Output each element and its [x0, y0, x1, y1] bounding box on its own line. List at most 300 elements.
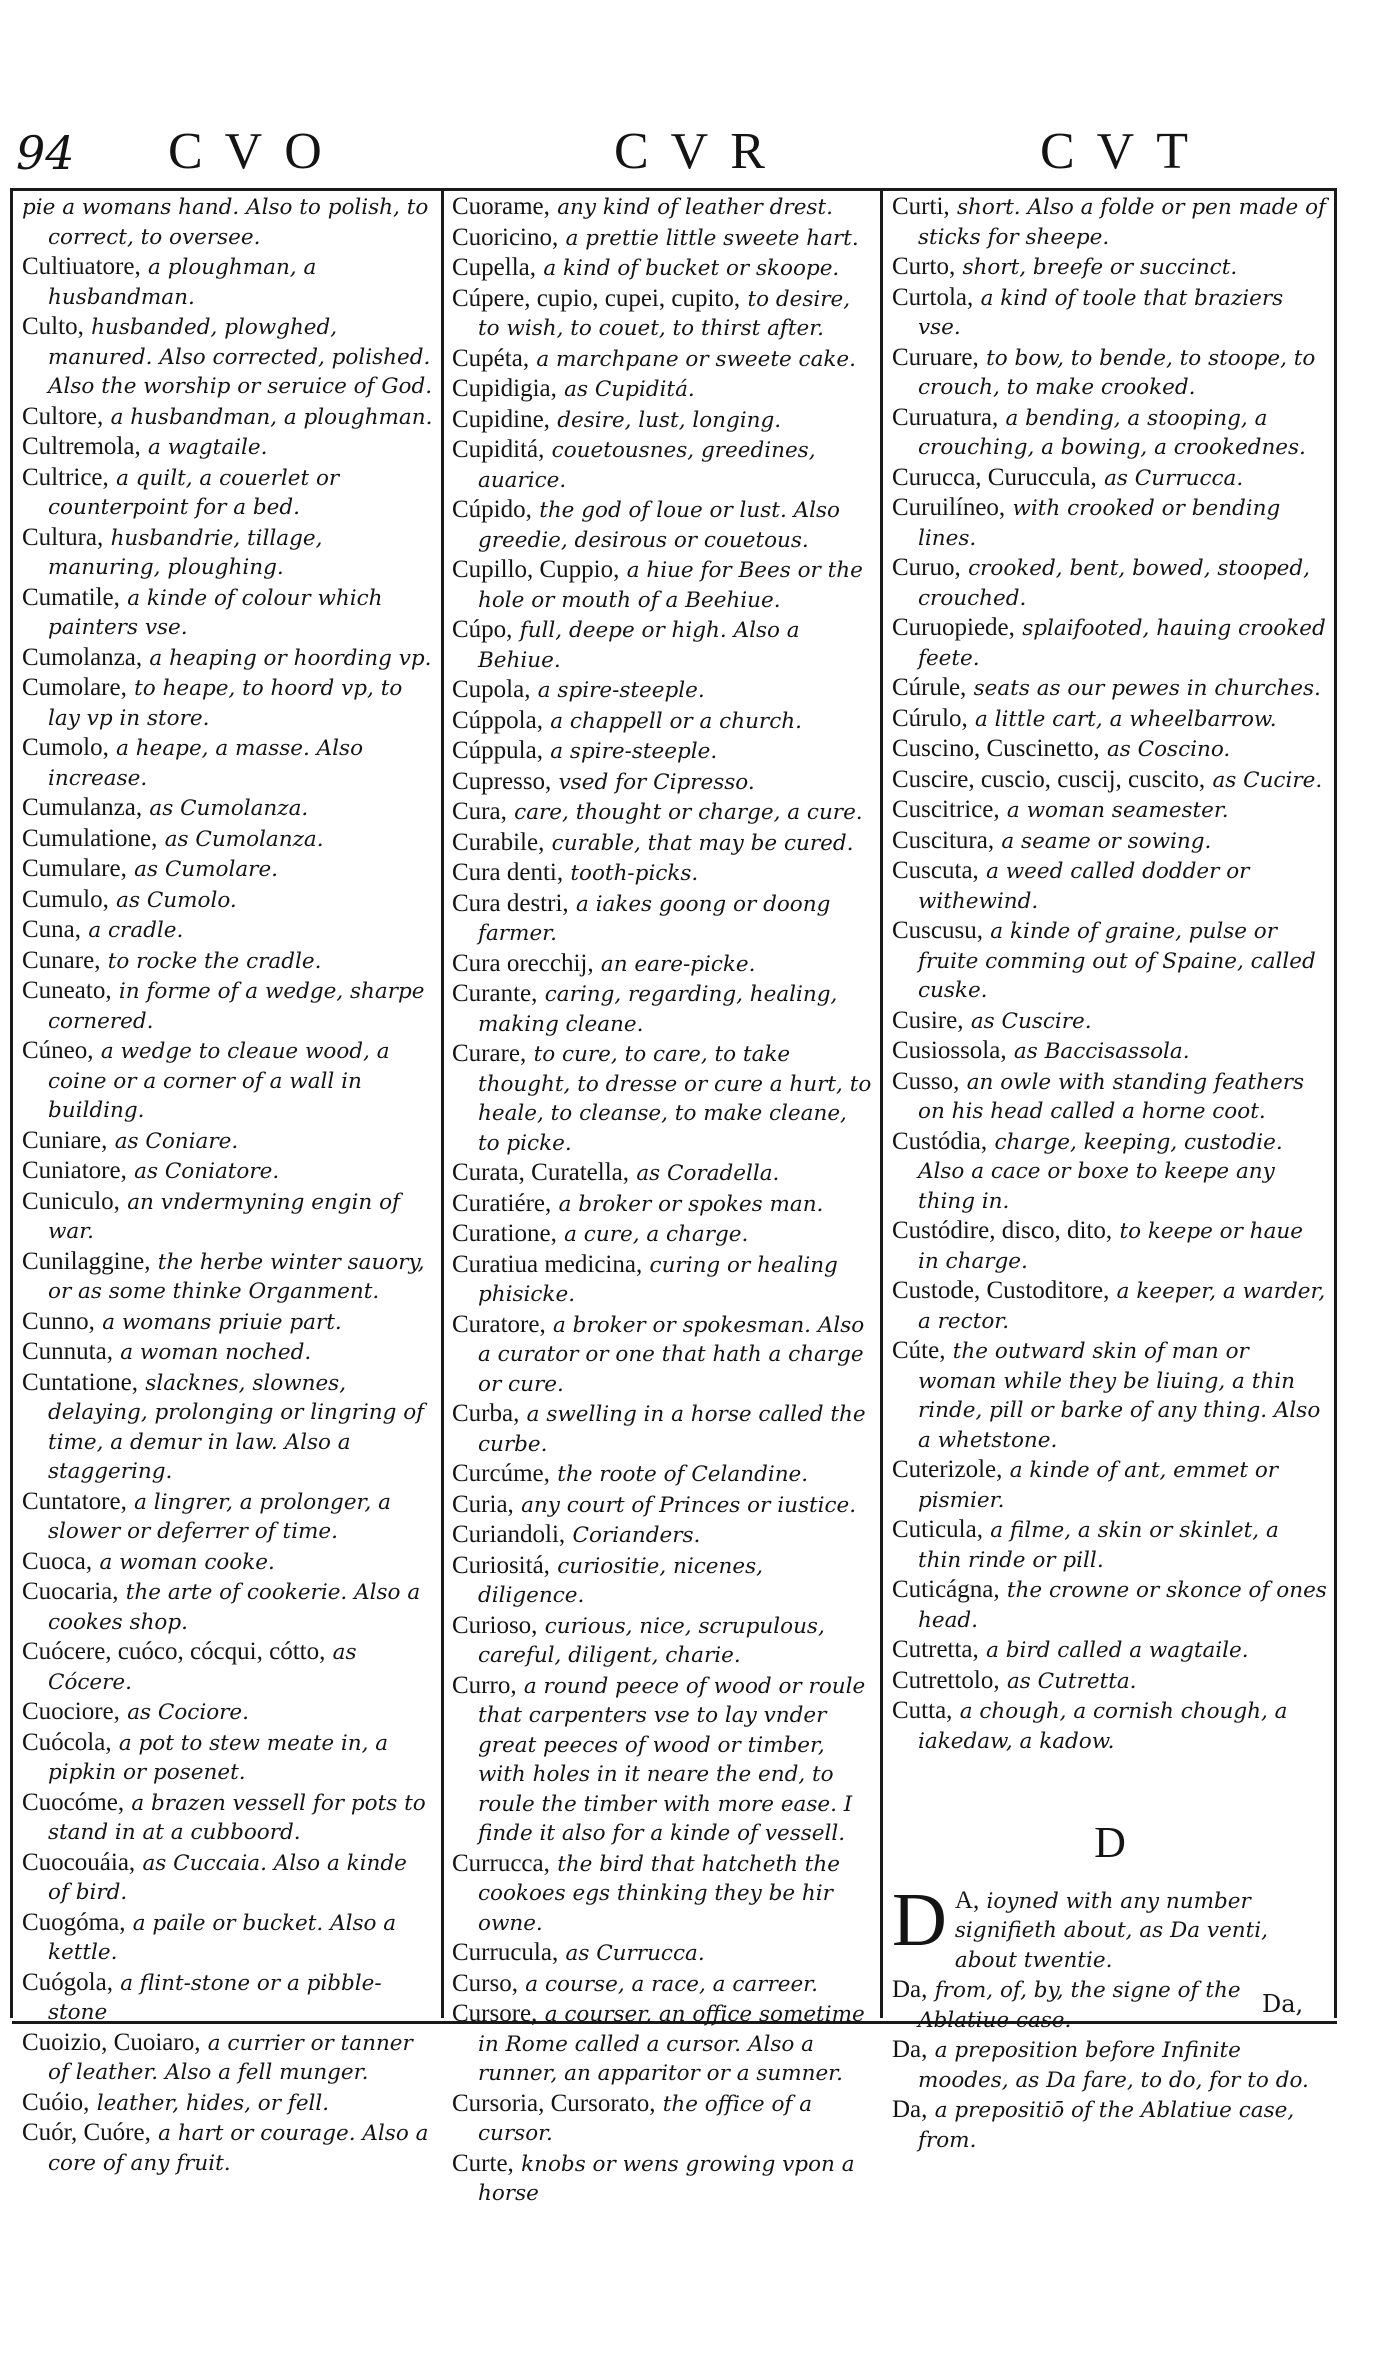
dictionary-entry [22, 885, 434, 916]
headword: Cuógola, [22, 1968, 113, 1996]
dictionary-entry [22, 1637, 434, 1697]
headword: Cuterizole, [892, 1456, 1003, 1483]
definition: desire, lust, longing. [557, 407, 782, 433]
headword: Cúrule, [892, 674, 967, 701]
definition: a marchpane or sweete cake. [536, 346, 856, 372]
dictionary-entry [452, 344, 872, 375]
definition: an owle with standing feathers on his head called a horne coot. [918, 1069, 1305, 1124]
dictionary-entry [22, 1337, 434, 1368]
headword: Cúppula, [452, 737, 543, 764]
definition: ioyned with any number signifieth about, as Da venti, about twentie. [954, 1888, 1268, 1973]
headword: Cúppola, [452, 706, 543, 734]
headword: Custódire, disco, dito, [892, 1217, 1113, 1244]
dictionary-entry [892, 2095, 1328, 2155]
headword: Cuscusu, [892, 917, 983, 944]
definition: a wedge to cleaue wood, a coine or a corner of a wall in building. [48, 1039, 390, 1123]
dictionary-entry [892, 493, 1328, 553]
headword: Cuogóma, [22, 1908, 126, 1936]
definition: a kind of bucket or skoope. [543, 256, 840, 281]
drop-cap: D [892, 1877, 947, 1962]
dictionary-entry [22, 1697, 434, 1728]
dictionary-entry [22, 2118, 434, 2178]
column-2 [452, 192, 872, 2209]
dictionary-entry [892, 1067, 1328, 1127]
definition: caring, regarding, healing, making cleane. [478, 982, 838, 1037]
column-rule-1 [441, 188, 444, 2018]
definition: care, thought or charge, a cure. [514, 800, 863, 825]
column-rule-2 [880, 188, 883, 2018]
headword: Cura, [452, 798, 507, 825]
dictionary-entry [452, 797, 872, 828]
dictionary-entry [892, 283, 1328, 343]
headword: Curuare, [892, 343, 979, 371]
headword: Cuóio, [22, 2088, 90, 2116]
definition: as Cupiditá. [564, 377, 695, 402]
dictionary-entry [22, 1788, 434, 1848]
column-rule-outer-left [10, 188, 13, 2018]
dictionary-entry [22, 915, 434, 946]
definition: to keepe or haue in charge. [918, 1219, 1303, 1274]
dictionary-entry [452, 736, 872, 767]
dictionary-entry [22, 1307, 434, 1338]
headword: Cultura, [22, 523, 104, 551]
dictionary-entry [22, 1577, 434, 1637]
page-number: 94 [16, 126, 75, 180]
dictionary-entry [22, 793, 434, 824]
headword: Cúpido, [452, 496, 532, 523]
dictionary-entry [892, 613, 1328, 673]
dictionary-entry [892, 1515, 1328, 1575]
headword: Cunilaggine, [22, 1247, 151, 1275]
headword: Cusire, [892, 1006, 964, 1034]
dictionary-entry [452, 253, 872, 284]
dictionary-entry [892, 1575, 1328, 1635]
dictionary-entry [22, 192, 434, 252]
definition: to bow, to bende, to stoope, to crouch, to make crooked. [918, 345, 1316, 400]
headword: Cuór, Cuóre, [22, 2119, 151, 2146]
definition: a courser, an office sometime in Rome called a cursor. Also a runner, an apparitor or a sumner. [478, 2002, 865, 2086]
definition: a cure, a charge. [564, 1222, 749, 1247]
definition: a weed called dodder or withewind. [918, 859, 1250, 914]
headword: Cuntatore, [22, 1487, 127, 1515]
dictionary-entry [22, 643, 434, 674]
dictionary-entry [892, 192, 1328, 252]
dictionary-entry [892, 553, 1328, 613]
headword: Cupresso, [452, 767, 552, 795]
dictionary-entry [452, 1250, 872, 1310]
headword: Cursoria, Cursorato, [452, 2089, 656, 2117]
dictionary-entry [22, 2088, 434, 2119]
headword: Cuorame, [452, 193, 550, 220]
definition: to rocke the cradle. [107, 948, 322, 974]
headword: Cuticula, [892, 1516, 983, 1543]
headword: Cusiossola, [892, 1037, 1007, 1064]
running-head-middle: CVR [614, 123, 787, 180]
dictionary-entry [892, 1336, 1328, 1455]
headword: Cuociore, [22, 1698, 120, 1725]
dictionary-entry [452, 1490, 872, 1521]
dictionary-entry [452, 1158, 872, 1189]
dictionary-entry [892, 1455, 1328, 1515]
headword: Cuscire, cuscio, cuscij, cuscito, [892, 765, 1206, 793]
definition: as Cociore. [127, 1700, 249, 1725]
headword: Curba, [452, 1400, 520, 1427]
definition: leather, hides, or fell. [96, 2090, 330, 2116]
headword: Cupella, [452, 254, 537, 281]
definition: an eare-picke. [600, 951, 756, 977]
headword: Cúneo, [22, 1037, 94, 1064]
dictionary-entry [452, 1671, 872, 1849]
dictionary-entry [892, 1877, 1328, 1976]
headword: Curabile, [452, 828, 545, 856]
dictionary-entry [452, 889, 872, 949]
headword: Curucca, Curuccula, [892, 463, 1097, 491]
headword: A, [954, 1886, 980, 1914]
dictionary-entry [452, 192, 872, 223]
definition: a brazen vessell for pots to stand in at a cubboord. [48, 1790, 426, 1845]
headword: Cuticágna, [892, 1576, 1000, 1603]
headword: Cuoca, [22, 1547, 93, 1575]
section-letter: D [1094, 1818, 1126, 1867]
definition: to heape, to hoord vp, to lay vp in store. [48, 676, 403, 731]
dictionary-entry [892, 463, 1328, 494]
dictionary-entry [22, 402, 434, 433]
definition: as Cuscire. [970, 1008, 1092, 1034]
definition: a round peece of wood or roule that carpenters vse to lay vnder great peeces of wood or timber, with holes in it neare the end, to roule the timber with more ease. I finde it also for a kinde of vessell. [478, 1673, 866, 1846]
definition: as Baccisassola. [1013, 1039, 1190, 1064]
running-head-right: CVT [1040, 123, 1210, 180]
dictionary-entry [892, 1216, 1328, 1276]
dictionary-entry [22, 1036, 434, 1126]
definition: as Cumolanza. [164, 826, 324, 852]
headword: Cura denti, [452, 859, 564, 886]
definition: a husbandman, a ploughman. [110, 404, 433, 430]
headword: Currucca, [452, 1849, 550, 1877]
dictionary-entry [22, 583, 434, 643]
definition: a heaping or hoording vp. [149, 645, 432, 671]
headword: Cultore, [22, 402, 104, 430]
definition: a prettie little sweete hart. [565, 225, 859, 251]
dictionary-entry [22, 976, 434, 1036]
dictionary-entry [22, 312, 434, 402]
headword: Curia, [452, 1490, 514, 1518]
definition: a heape, a masse. Also increase. [48, 736, 364, 791]
definition: a spire-steeple. [550, 739, 718, 764]
headword: Curtola, [892, 283, 974, 311]
headword: Cupillo, Cuppio, [452, 556, 620, 583]
definition: as Cumolo. [116, 887, 237, 913]
dictionary-entry [892, 1276, 1328, 1336]
headword: Cuócola, [22, 1728, 112, 1756]
definition: husbanded, plowghed, manured. Also corrected, polished. Also the worship or seruice of God. [48, 315, 433, 399]
headword: Cuntatione, [22, 1368, 138, 1396]
dictionary-entry [22, 1908, 434, 1968]
d-section-entries [892, 1877, 1328, 2156]
dictionary-entry [452, 858, 872, 889]
dictionary-entry [22, 463, 434, 523]
dictionary-entry [22, 673, 434, 733]
definition: a paile or bucket. Also a kettle. [48, 1910, 397, 1965]
dictionary-entry [22, 1968, 434, 2028]
definition: to desire, to wish, to couet, to thirst after. [478, 286, 851, 341]
headword: Culto, [22, 313, 84, 340]
dictionary-entry [892, 1635, 1328, 1666]
definition: the outward skin of man or woman while they be liuing, a thin rinde, pill or barke of any thing. Also a whetstone. [918, 1339, 1321, 1453]
dictionary-entry [892, 1666, 1328, 1697]
dictionary-entry [22, 523, 434, 583]
headword: Curuo, [892, 554, 961, 581]
definition: a bird called a wagtaile. [986, 1638, 1249, 1663]
headword: Cumulanza, [22, 794, 143, 821]
headword: Cúte, [892, 1337, 946, 1364]
definition: a wagtaile. [148, 435, 268, 460]
dictionary-entry [452, 555, 872, 615]
headword: Cuneato, [22, 977, 112, 1004]
headword: Cusso, [892, 1067, 960, 1095]
headword: Curuopiede, [892, 614, 1015, 641]
definition: as Coscino. [1106, 737, 1231, 762]
dictionary-entry [892, 765, 1328, 796]
dictionary-entry [452, 1969, 872, 2000]
dictionary-entry [892, 343, 1328, 403]
definition: the herbe winter sauory, or as some thinke Organment. [48, 1249, 425, 1304]
dictionary-entry [22, 854, 434, 885]
dictionary-entry [892, 1696, 1328, 1756]
definition: a kinde of graine, pulse or fruite comming out of Spaine, called cuske. [918, 919, 1316, 1003]
headword: Cura destri, [452, 889, 569, 917]
definition: in forme of a wedge, sharpe cornered. [48, 979, 425, 1034]
dictionary-entry [22, 1156, 434, 1187]
definition: slacknes, slownes, delaying, prolonging or lingring of time, a demur in law. Also a staggering. [48, 1370, 425, 1484]
definition: any kind of leather drest. [557, 195, 833, 220]
headword: Cunnuta, [22, 1338, 113, 1365]
headword: Cuniatore, [22, 1157, 127, 1184]
headword: Cupola, [452, 676, 531, 703]
definition: a filme, a skin or skinlet, a thin rinde or pill. [918, 1518, 1279, 1573]
headword: Curare, [452, 1040, 527, 1067]
definition: as Coradella. [636, 1161, 780, 1186]
headword: Cursore, [452, 2000, 538, 2027]
dictionary-entry [22, 1368, 434, 1487]
definition: curing or healing phisicke. [478, 1252, 838, 1307]
definition: the crowne or skonce of ones head. [918, 1578, 1327, 1633]
definition: the god of loue or lust. Also greedie, desirous or couetous. [478, 498, 840, 553]
definition: as Currucca. [1104, 465, 1244, 491]
definition: the arte of cookerie. Also a cookes shop. [48, 1580, 421, 1635]
column-1 [22, 192, 434, 2178]
headword: Cuoricino, [452, 223, 559, 251]
definition: an vndermyning engin of war. [48, 1189, 400, 1244]
headword: Cupéta, [452, 344, 530, 372]
headword: Cultiuatore, [22, 253, 141, 280]
definition: a keeper, a warder, a rector. [918, 1279, 1326, 1334]
dictionary-entry [452, 706, 872, 737]
definition: as Cumolare. [134, 857, 279, 882]
definition: as Coniatore. [134, 1159, 280, 1184]
headword: Cutretta, [892, 1636, 979, 1663]
dictionary-entry [22, 1247, 434, 1307]
headword: Cultrice, [22, 463, 109, 491]
dictionary-entry [22, 1728, 434, 1788]
definition: short, breefe or succinct. [962, 255, 1238, 280]
dictionary-entry [452, 435, 872, 495]
definition: vsed for Cipresso. [558, 769, 755, 795]
dictionary-entry [452, 1459, 872, 1490]
dictionary-entry [22, 733, 434, 793]
dictionary-entry [22, 1187, 434, 1247]
headword: Cumatile, [22, 583, 120, 611]
headword: Cultremola, [22, 433, 141, 460]
dictionary-entry [452, 767, 872, 798]
dictionary-entry [892, 403, 1328, 463]
headword: Curatore, [452, 1310, 546, 1338]
definition: charge, keeping, custodie. Also a cace or boxe to keepe any thing in. [918, 1129, 1283, 1214]
headword: Cuscitura, [892, 826, 995, 854]
headword: Cumulare, [22, 855, 127, 882]
headword: Cutrettolo, [892, 1666, 1000, 1694]
dictionary-entry [452, 1611, 872, 1671]
headword: Curiandoli, [452, 1521, 566, 1548]
dictionary-entry [22, 432, 434, 463]
headword: Cupidigia, [452, 375, 557, 402]
definition: as Cuccaia. Also a kinde of bird. [48, 1850, 407, 1905]
dictionary-entry [892, 704, 1328, 735]
definition: as Cutretta. [1006, 1668, 1137, 1694]
headword: Curata, Curatella, [452, 1159, 630, 1186]
headword: Cúpere, cupio, cupei, cupito, [452, 284, 741, 312]
definition: a kinde of colour which painters vse. [48, 585, 383, 640]
headword: Cúpo, [452, 616, 513, 643]
headword: Curcúme, [452, 1460, 550, 1487]
definition: as Cócere. [48, 1640, 357, 1695]
dictionary-entry [22, 1126, 434, 1157]
dictionary-entry [452, 495, 872, 555]
dictionary-entry [452, 1999, 872, 2089]
definition: a swelling in a horse called the curbe. [478, 1402, 866, 1457]
definition: to cure, to care, to take thought, to dresse or cure a hurt, to heale, to cleanse, to make cleane, to picke. [478, 1042, 872, 1156]
headword: Curante, [452, 980, 538, 1007]
definition: full, deepe or high. Also a Behiue. [478, 618, 800, 673]
headword: Curti, [892, 193, 950, 220]
dictionary-entry [452, 949, 872, 980]
headword: Cumolanza, [22, 643, 143, 671]
dictionary-entry [452, 675, 872, 706]
dictionary-entry [452, 1399, 872, 1459]
headword: Custode, Custoditore, [892, 1277, 1110, 1304]
definition: couetousnes, greedines, auarice. [478, 438, 816, 493]
definition: seats as our pewes in churches. [973, 676, 1321, 701]
headword: Curso, [452, 1969, 518, 1997]
dictionary-entry [892, 1127, 1328, 1217]
dictionary-entry [452, 284, 872, 344]
definition: crooked, bent, bowed, stooped, crouched. [918, 556, 1311, 611]
headword: Cupidine, [452, 405, 550, 433]
definition: a woman noched. [120, 1340, 312, 1365]
definition: from, of, by, the signe of the Ablatiue case. [918, 1978, 1241, 2033]
headword: Cupiditá, [452, 436, 545, 463]
headword: Cuscuta, [892, 857, 979, 884]
definition: a ploughman, a husbandman. [48, 255, 317, 310]
definition: as Cumolanza. [149, 796, 309, 821]
dictionary-entry [452, 1551, 872, 1611]
headword: Cumolo, [22, 734, 109, 761]
headword: Cuoizio, Cuoiaro, [22, 2028, 201, 2056]
definition: short. Also a folde or pen made of sticks for sheepe. [918, 195, 1326, 250]
headword: Curte, [452, 2149, 514, 2177]
headword: Curatione, [452, 1220, 557, 1247]
definition: curious, nice, scrupulous, careful, diligent, charie. [478, 1613, 825, 1668]
dictionary-entry [452, 2149, 872, 2209]
dictionary-entry [452, 1849, 872, 1939]
headword: Cumulo, [22, 885, 109, 913]
dictionary-entry [452, 1310, 872, 1400]
dictionary-entry [22, 252, 434, 312]
dictionary-entry [22, 1848, 434, 1908]
dictionary-entry [22, 1547, 434, 1578]
definition: a woman seamester. [1006, 798, 1229, 823]
definition: a hart or courage. Also a core of any fruit. [48, 2121, 429, 2176]
definition: curable, that may be cured. [551, 830, 854, 856]
headword: Da, [892, 2036, 928, 2063]
definition: the bird that hatcheth the cookoes egs thinking they be hir owne. [478, 1851, 840, 1936]
headword: Cumolare, [22, 674, 127, 701]
dictionary-entry [892, 1006, 1328, 1037]
definition: splaifooted, hauing crooked feete. [918, 616, 1326, 671]
headword: Cuocouáia, [22, 1848, 136, 1876]
definition: a cradle. [88, 918, 184, 943]
dictionary-entry [452, 2089, 872, 2149]
definition: a broker or spokes man. [558, 1191, 824, 1217]
definition: the office of a cursor. [478, 2091, 813, 2146]
headword: Cunno, [22, 1307, 95, 1335]
dictionary-entry [22, 946, 434, 977]
definition: a flint-stone or a pibble-stone [48, 1970, 382, 2025]
column-3-entries [892, 192, 1328, 1756]
definition: knobs or wens growing vpon a horse [478, 2151, 855, 2206]
headword: Da, [892, 2096, 928, 2123]
headword: Cuócere, cuóco, cócqui, cótto, [22, 1638, 326, 1665]
dictionary-entry [452, 1938, 872, 1969]
column-3 [892, 192, 1328, 2155]
headword: Cutta, [892, 1697, 953, 1724]
catchword: Da, [1262, 1990, 1304, 2018]
dictionary-entry [892, 2035, 1328, 2095]
dictionary-entry [892, 826, 1328, 857]
running-head-left: CVO [168, 123, 344, 180]
dictionary-entry [452, 1520, 872, 1551]
definition: pie a womans hand. Also to polish, to correct, to oversee. [22, 195, 429, 250]
definition: a seame or sowing. [1001, 828, 1212, 854]
dictionary-entry [452, 1189, 872, 1220]
dictionary-entry [452, 979, 872, 1039]
dictionary-entry [452, 405, 872, 436]
headword: Currucula, [452, 1939, 559, 1966]
headword: Curatiua medicina, [452, 1250, 643, 1278]
dictionary-entry [452, 374, 872, 405]
definition: the roote of Celandine. [557, 1462, 809, 1487]
definition: a pot to stew meate in, a pipkin or posenet. [48, 1730, 389, 1785]
column-rule-outer-right [1334, 188, 1337, 2018]
definition: a little cart, a wheelbarrow. [975, 706, 1277, 732]
dictionary-entry [22, 2028, 434, 2088]
dictionary-entry [892, 673, 1328, 704]
headword: Cumulatione, [22, 824, 158, 852]
definition: a lingrer, a prolonger, a slower or deferrer of time. [48, 1489, 391, 1544]
definition: a bending, a stooping, a crouching, a bowing, a crookednes. [918, 405, 1306, 460]
definition: as Cucire. [1212, 767, 1323, 793]
definition: a prepositiō of the Ablatiue case, from. [918, 2098, 1295, 2153]
dictionary-entry [892, 1036, 1328, 1067]
